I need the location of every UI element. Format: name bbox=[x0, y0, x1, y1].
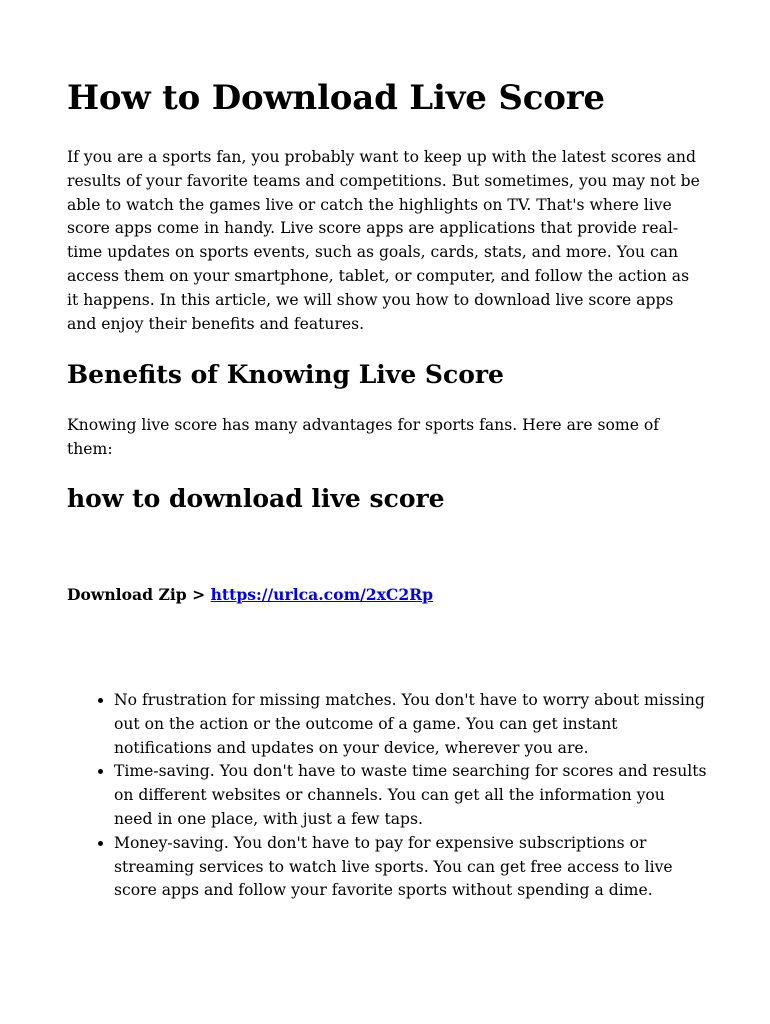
keyword-heading: how to download live score bbox=[67, 484, 445, 513]
page-title: How to Download Live Score bbox=[67, 78, 605, 118]
benefits-list bbox=[67, 689, 707, 903]
intro-paragraph: If you are a sports fan, you probably want to keep up with the latest scores and results of your favorite teams and competitions. But sometimes, you may not be able to watch the games live or catch the highlights on TV. That's where live score apps come in handy. Live score apps are applications that provide real-time updates on sports events, such as goals, cards, stats, and more. You can access them on your smartphone, tablet, or computer, and follow the action as it happens. In this article, we will show you how to download live score apps and enjoy their benefits and features. bbox=[67, 148, 700, 333]
benefits-heading: Benefits of Knowing Live Score bbox=[67, 360, 504, 389]
benefits-intro-paragraph: Knowing live score has many advantages for sports fans. Here are some of them: bbox=[67, 416, 660, 458]
list-item: • No frustration for missing matches. You don't have to worry about missing out on the action or the outcome of a game. You can get instant notifications and updates on your device, wherever you are. bbox=[114, 689, 707, 760]
list-item: • Money-saving. You don't have to pay for expensive subscriptions or streaming services to watch live sports. You can get free access to live score apps and follow your favorite sports without spending a dime. bbox=[114, 832, 707, 903]
download-line bbox=[67, 583, 433, 607]
download-label: Download Zip > bbox=[67, 585, 206, 604]
download-link[interactable]: https://urlca.com/2xC2Rp bbox=[210, 585, 434, 604]
list-item: • Time-saving. You don't have to waste time searching for scores and results on different websites or channels. You can get all the information you need in one place, with just a few taps. bbox=[114, 760, 707, 831]
